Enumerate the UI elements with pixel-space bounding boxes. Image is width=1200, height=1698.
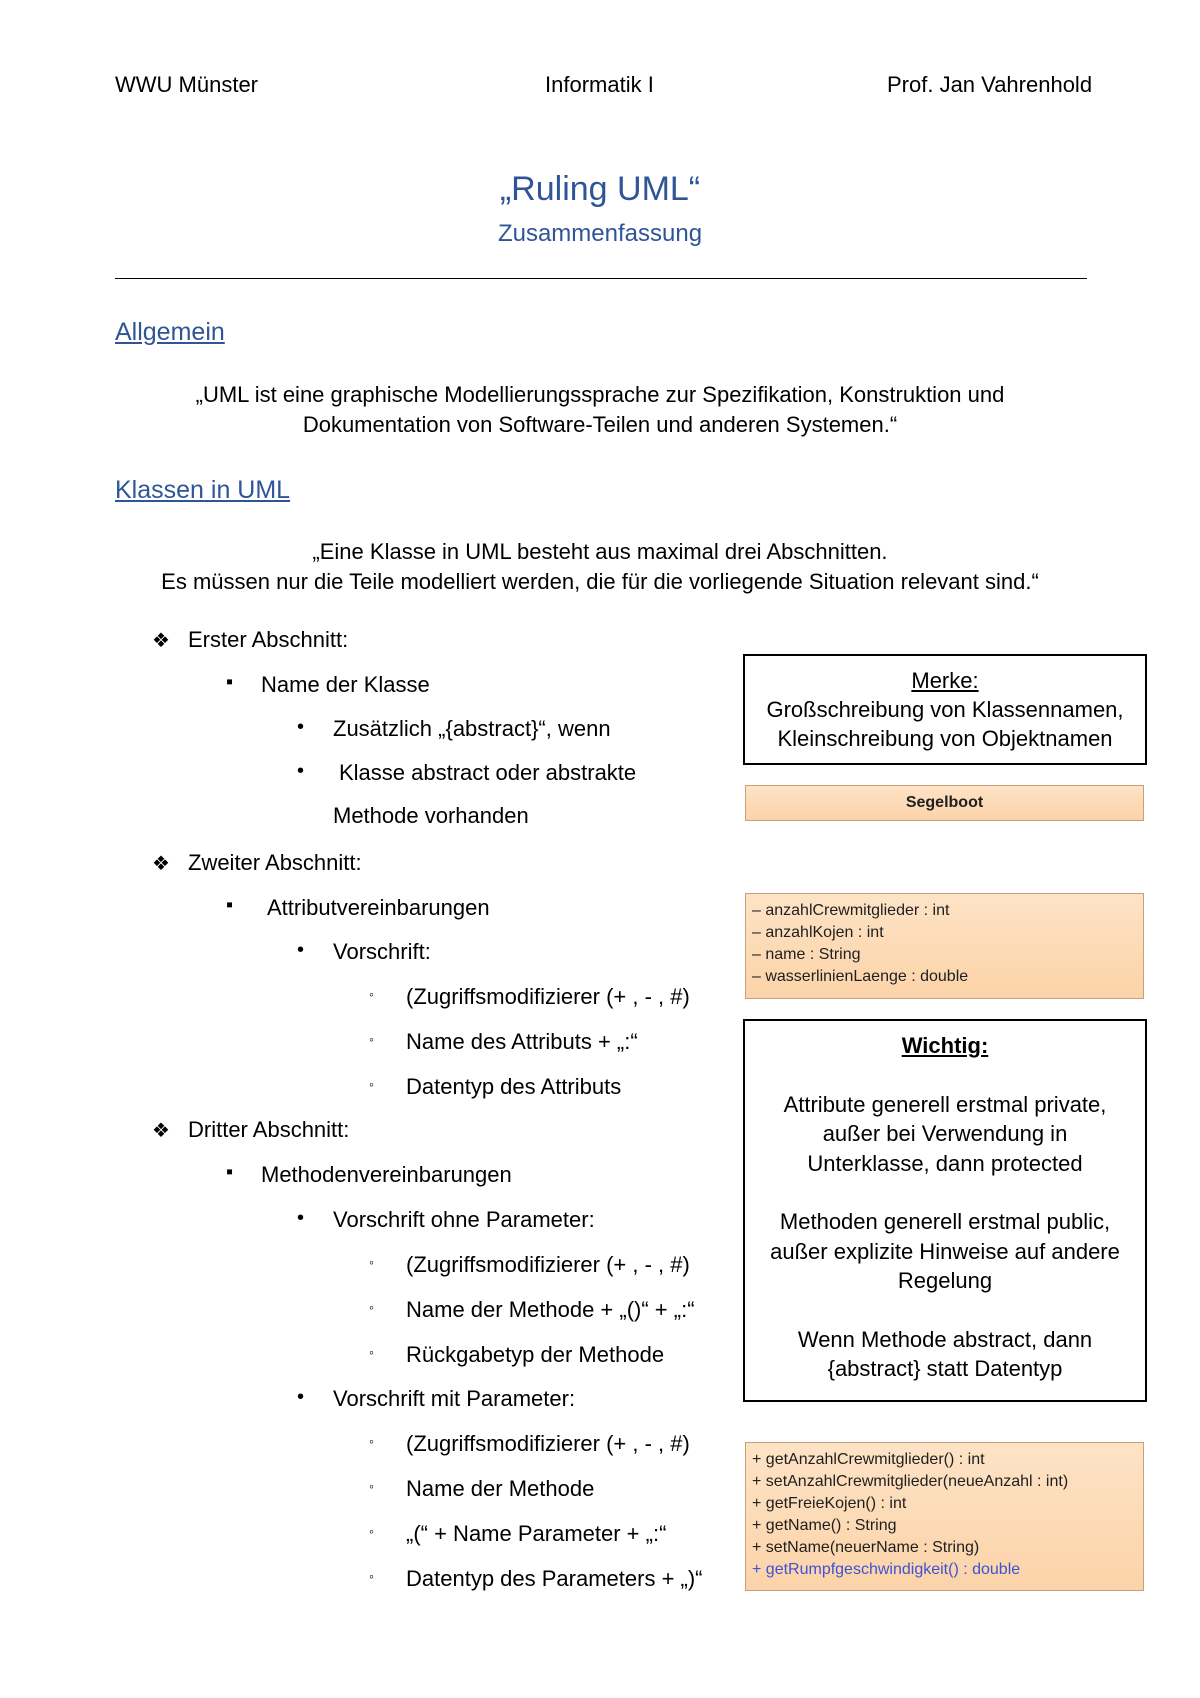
list-item-level3: Vorschrift mit Parameter:	[333, 1386, 576, 1411]
list-item-level4: „(“ + Name Parameter + „:“	[406, 1521, 667, 1546]
circle-bullet-icon: ◦	[369, 986, 374, 1002]
quote-line: „Eine Klasse in UML besteht aus maximal drei Abschnitten.	[312, 539, 888, 564]
uml-method: + getAnzahlCrewmitglieder() : int	[752, 1451, 985, 1468]
quote-line: Es müssen nur die Teile modelliert werden, die für die vorliegende Situation relevant sind.“	[161, 569, 1039, 594]
wichtig-line: Regelung	[897, 1268, 993, 1293]
list-item-level2: Attributvereinbarungen	[267, 895, 490, 920]
merke-title: Merke:	[911, 668, 979, 693]
circle-bullet-icon: ◦	[369, 1299, 374, 1315]
wichtig-line: außer explizite Hinweise auf andere	[770, 1238, 1120, 1264]
page-subtitle: Zusammenfassung	[497, 220, 703, 247]
uml-method: + getFreieKojen() : int	[752, 1495, 907, 1512]
wichtig-line: Methoden generell erstmal public,	[779, 1209, 1111, 1234]
header-left: WWU Münster	[115, 72, 258, 97]
dot-bullet-icon: •	[297, 939, 305, 961]
wichtig-line: Wenn Methode abstract, dann	[797, 1326, 1093, 1352]
quote-line: Dokumentation von Software-Teilen und anderen Systemen.“	[302, 412, 898, 437]
uml-attribute: – name : String	[752, 946, 861, 963]
page-title: „Ruling UML“	[499, 170, 701, 208]
uml-attributes	[745, 893, 1144, 999]
list-item-level3: Zusätzlich „{abstract}“, wenn	[333, 716, 611, 741]
square-bullet-icon: ▪	[226, 894, 234, 916]
list-item-level4: Name des Attributs + „:“	[406, 1029, 638, 1054]
uml-definition-quote	[0, 380, 1200, 440]
section-heading-allgemein: Allgemein	[115, 318, 225, 346]
wichtig-line: Unterklasse, dann protected	[807, 1150, 1083, 1176]
list-item-level4: Datentyp des Parameters + „)“	[406, 1566, 703, 1591]
wichtig-line: Attribute generell erstmal private,	[783, 1091, 1107, 1117]
wichtig-box	[743, 1019, 1147, 1402]
uml-class-name: Segelboot	[745, 785, 1144, 821]
list-item-level4: Name der Methode	[406, 1476, 595, 1501]
circle-bullet-icon: ◦	[369, 1568, 374, 1584]
uml-methods	[745, 1442, 1144, 1591]
list-item-level2: Methodenvereinbarungen	[261, 1162, 512, 1187]
klassen-quote	[0, 537, 1200, 597]
circle-bullet-icon: ◦	[369, 1433, 374, 1449]
diamond-bullet-icon: ❖	[152, 1120, 170, 1142]
header-right: Prof. Jan Vahrenhold	[887, 72, 1093, 97]
wichtig-title: Wichtig:	[901, 1033, 989, 1058]
list-item-level1: Erster Abschnitt:	[188, 627, 349, 652]
list-item-level3: Vorschrift ohne Parameter:	[333, 1207, 595, 1232]
square-bullet-icon: ▪	[226, 1161, 234, 1183]
square-bullet-icon: ▪	[226, 671, 234, 693]
circle-bullet-icon: ◦	[369, 1478, 374, 1494]
merke-line: Großschreibung von Klassennamen,	[766, 697, 1124, 722]
spacer	[745, 1296, 1145, 1325]
dot-bullet-icon: •	[297, 1386, 305, 1408]
diamond-bullet-icon: ❖	[152, 853, 170, 875]
dot-bullet-icon: •	[297, 716, 305, 738]
uml-attribute: – anzahlKojen : int	[752, 924, 884, 941]
section-heading-klassen: Klassen in UML	[115, 476, 291, 504]
circle-bullet-icon: ◦	[369, 1031, 374, 1047]
uml-method: + setAnzahlCrewmitglieder(neueAnzahl : int)	[752, 1473, 1069, 1490]
circle-bullet-icon: ◦	[369, 1076, 374, 1092]
header-center: Informatik I	[545, 72, 654, 97]
list-item-level1: Dritter Abschnitt:	[188, 1117, 350, 1142]
uml-method: + setName(neuerName : String)	[752, 1539, 980, 1556]
circle-bullet-icon: ◦	[369, 1344, 374, 1360]
quote-line: „UML ist eine graphische Modellierungssprache zur Spezifikation, Konstruktion und	[195, 382, 1005, 407]
list-item-level2: Name der Klasse	[261, 672, 430, 697]
list-item-level4: Name der Methode + „()“ + „:“	[406, 1297, 695, 1322]
list-item-level4: (Zugriffsmodifizierer (+ , - , #)	[406, 1252, 690, 1277]
wichtig-line: {abstract} statt Datentyp	[827, 1356, 1063, 1381]
list-item-level4: Datentyp des Attributs	[406, 1074, 622, 1099]
wichtig-line: außer bei Verwendung in	[822, 1121, 1068, 1146]
list-item-level3: Klasse abstract oder abstrakte	[339, 760, 637, 785]
circle-bullet-icon: ◦	[369, 1523, 374, 1539]
title-divider	[115, 278, 1087, 279]
list-item-level3: Vorschrift:	[333, 939, 431, 964]
dot-bullet-icon: •	[297, 1207, 305, 1229]
uml-attribute: – wasserlinienLaenge : double	[752, 968, 969, 985]
spacer	[745, 1061, 1145, 1090]
list-item-level4: (Zugriffsmodifizierer (+ , - , #)	[406, 1431, 690, 1456]
uml-method: + getName() : String	[752, 1517, 897, 1534]
diamond-bullet-icon: ❖	[152, 630, 170, 652]
list-item-level4: (Zugriffsmodifizierer (+ , - , #)	[406, 984, 690, 1009]
list-item-level3-cont: Methode vorhanden	[333, 803, 529, 828]
dot-bullet-icon: •	[297, 760, 305, 782]
circle-bullet-icon: ◦	[369, 1254, 374, 1270]
merke-box	[743, 654, 1147, 765]
uml-method-highlighted: + getRumpfgeschwindigkeit() : double	[752, 1561, 1021, 1578]
list-item-level4: Rückgabetyp der Methode	[406, 1342, 665, 1367]
merke-line: Kleinschreibung von Objektnamen	[777, 726, 1113, 751]
uml-attribute: – anzahlCrewmitglieder : int	[752, 902, 950, 919]
spacer	[745, 1178, 1145, 1207]
list-item-level1: Zweiter Abschnitt:	[188, 850, 362, 875]
